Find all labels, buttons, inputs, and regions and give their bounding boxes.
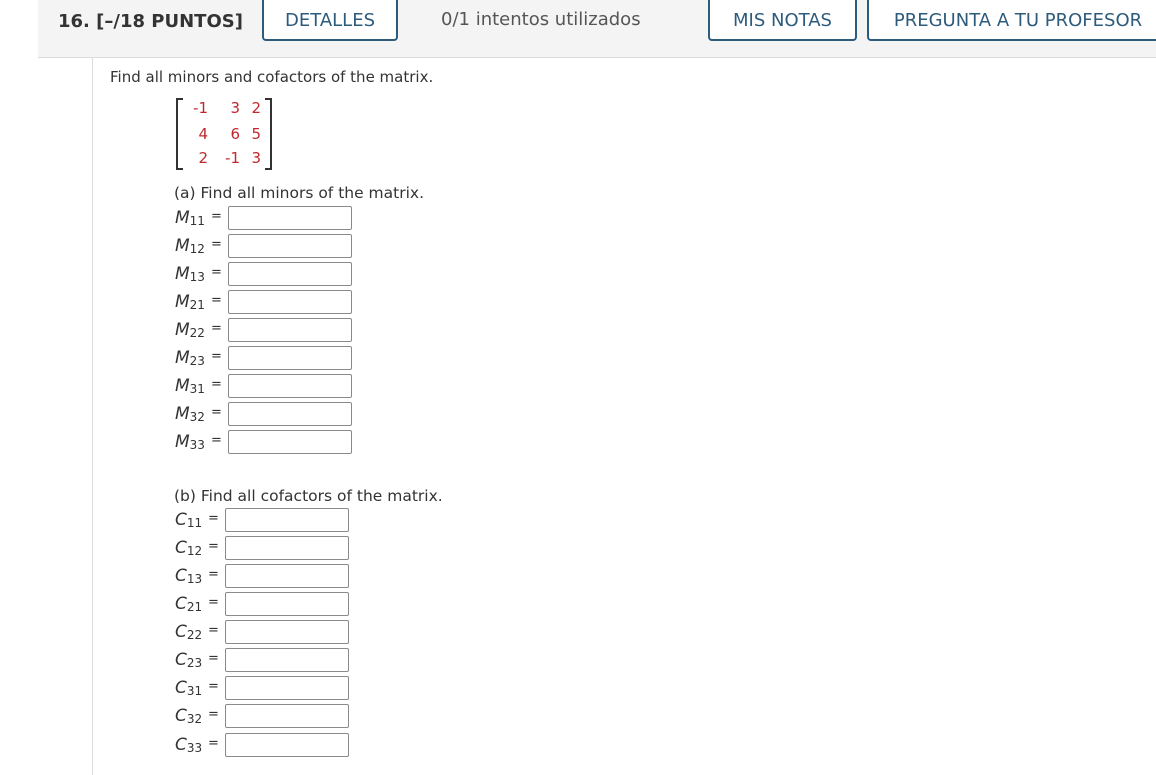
minor-label: $M_{21}$ bbox=[175, 292, 205, 312]
cofactor-label: $C_{33}$ bbox=[175, 735, 203, 755]
details-button[interactable]: DETALLES bbox=[262, 0, 398, 41]
cofactor-c23-input[interactable] bbox=[225, 648, 349, 672]
cofactor-label: $C_{11}$ bbox=[175, 510, 203, 530]
attempts-counter: 0/1 intentos utilizados bbox=[441, 9, 641, 30]
cofactor-label: $C_{31}$ bbox=[175, 678, 203, 698]
minor-m31-input[interactable] bbox=[228, 374, 352, 398]
equals-sign: = bbox=[208, 539, 219, 554]
cofactor-c13-input[interactable] bbox=[225, 564, 349, 588]
equals-sign: = bbox=[208, 567, 219, 582]
minor-m32-input[interactable] bbox=[228, 402, 352, 426]
cofactor-label: $C_{13}$ bbox=[175, 566, 203, 586]
minor-label: $M_{22}$ bbox=[175, 320, 205, 340]
equals-sign: = bbox=[211, 377, 222, 392]
problem-prompt: Find all minors and cofactors of the matrix. bbox=[110, 68, 434, 86]
equals-sign: = bbox=[211, 237, 222, 252]
equals-sign: = bbox=[211, 405, 222, 420]
question-number: 16. bbox=[58, 11, 90, 32]
minor-m21-input[interactable] bbox=[228, 290, 352, 314]
minor-label: $M_{31}$ bbox=[175, 376, 205, 396]
question-header bbox=[38, 0, 1156, 58]
equals-sign: = bbox=[208, 511, 219, 526]
cofactor-label: $C_{23}$ bbox=[175, 650, 203, 670]
minor-m12-input[interactable] bbox=[228, 234, 352, 258]
equals-sign: = bbox=[211, 293, 222, 308]
cofactor-c31-input[interactable] bbox=[225, 676, 349, 700]
cofactor-label: $C_{22}$ bbox=[175, 622, 203, 642]
matrix-cell: 3 bbox=[230, 99, 240, 117]
cofactor-label: $C_{21}$ bbox=[175, 594, 203, 614]
cofactor-label: $C_{12}$ bbox=[175, 538, 203, 558]
part-a-title: (a) Find all minors of the matrix. bbox=[174, 184, 425, 202]
cofactor-label: $C_{32}$ bbox=[175, 706, 203, 726]
question-title bbox=[58, 11, 243, 32]
equals-sign: = bbox=[211, 265, 222, 280]
matrix-left-bracket bbox=[176, 98, 183, 170]
my-notes-button[interactable]: MIS NOTAS bbox=[708, 0, 857, 41]
equals-sign: = bbox=[211, 349, 222, 364]
minor-m11-input[interactable] bbox=[228, 206, 352, 230]
matrix-cell: 5 bbox=[251, 125, 261, 143]
cofactor-c33-input[interactable] bbox=[225, 733, 349, 757]
cofactor-c12-input[interactable] bbox=[225, 536, 349, 560]
equals-sign: = bbox=[208, 595, 219, 610]
matrix-cell: 3 bbox=[251, 149, 261, 167]
minor-label: $M_{12}$ bbox=[175, 236, 205, 256]
minor-m23-input[interactable] bbox=[228, 346, 352, 370]
minor-m13-input[interactable] bbox=[228, 262, 352, 286]
minor-label: $M_{33}$ bbox=[175, 432, 205, 452]
equals-sign: = bbox=[208, 679, 219, 694]
minor-label: $M_{13}$ bbox=[175, 264, 205, 284]
minor-m33-input[interactable] bbox=[228, 430, 352, 454]
matrix-cell: 4 bbox=[198, 125, 208, 143]
matrix-cell: -1 bbox=[225, 149, 240, 167]
matrix-cell: 2 bbox=[251, 99, 261, 117]
equals-sign: = bbox=[208, 623, 219, 638]
matrix-cell: 6 bbox=[230, 125, 240, 143]
matrix-right-bracket bbox=[265, 98, 272, 170]
matrix-cell: -1 bbox=[193, 99, 208, 117]
part-b-title: (b) Find all cofactors of the matrix. bbox=[174, 487, 443, 505]
cofactor-c21-input[interactable] bbox=[225, 592, 349, 616]
equals-sign: = bbox=[208, 651, 219, 666]
minor-label: $M_{23}$ bbox=[175, 348, 205, 368]
question-points: [–/18 PUNTOS] bbox=[96, 11, 243, 32]
equals-sign: = bbox=[211, 209, 222, 224]
equals-sign: = bbox=[208, 707, 219, 722]
equals-sign: = bbox=[208, 736, 219, 751]
minor-label: $M_{11}$ bbox=[175, 208, 205, 228]
minor-label: $M_{32}$ bbox=[175, 404, 205, 424]
matrix bbox=[176, 98, 272, 168]
cofactor-c11-input[interactable] bbox=[225, 508, 349, 532]
matrix-cell: 2 bbox=[198, 149, 208, 167]
cofactor-c32-input[interactable] bbox=[225, 704, 349, 728]
content-left-border bbox=[92, 58, 93, 775]
cofactor-c22-input[interactable] bbox=[225, 620, 349, 644]
equals-sign: = bbox=[211, 433, 222, 448]
ask-teacher-button[interactable]: PREGUNTA A TU PROFESOR bbox=[867, 0, 1156, 41]
minor-m22-input[interactable] bbox=[228, 318, 352, 342]
equals-sign: = bbox=[211, 321, 222, 336]
